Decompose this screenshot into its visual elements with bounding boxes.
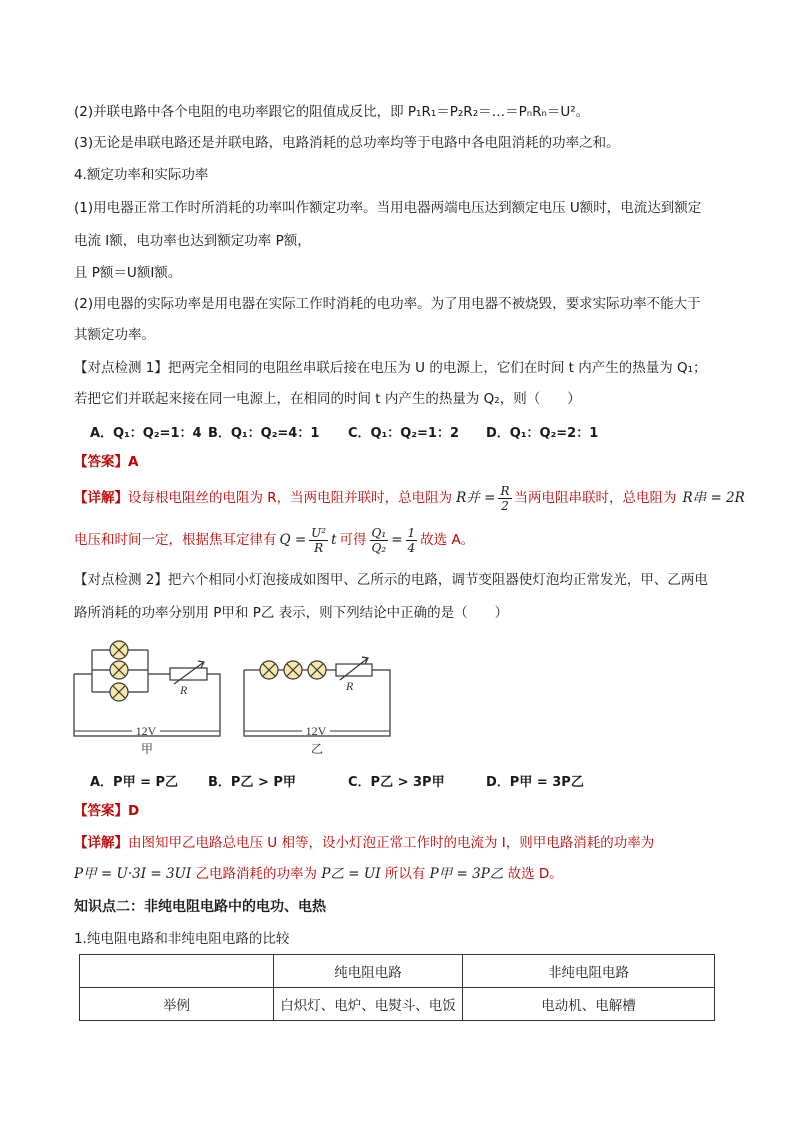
q2-detail-text-1: 由图知甲乙电路总电压 U 相等，设小灯泡正常工作时的电流为 I，则甲电路消耗的功率为 [128,835,655,851]
q1-detail-text-5: 故选 A。 [420,532,475,548]
q2-stem-2: 路所消耗的功率分别用 P甲和 P乙 表示，则下列结论中正确的是（ ） [74,605,509,621]
q2-detail-text-4: 故选 D。 [507,866,563,882]
q2-result-formula: P甲 = 3P乙 [429,866,504,882]
text-line-4: (1)用电器正常工作时所消耗的功率叫作额定功率。当用电器两端电压达到额定电压 U额时，电流达到额定 [74,200,702,216]
rheostat-label: R [346,679,354,693]
fraction-1-over-4 [406,526,418,555]
table-cell: 白炽灯、电炉、电熨斗、电饭 [274,988,463,1021]
fraction-numerator: Q₁ [371,525,387,540]
q2-answer: 【答案】D [74,803,140,819]
table-header-cell: 纯电阻电路 [274,955,463,988]
q1-t: t [331,532,337,548]
q1-option-a: A．Q₁：Q₂=1：4 [90,426,202,441]
q1-r-parallel: R并 = [456,490,496,506]
circuit-figure [60,636,420,758]
q2-option-c: C．P乙 > 3P甲 [348,775,445,790]
q1-detail-text-4: 可得 [339,532,367,548]
comparison-table [79,954,715,1021]
figure-label-yi: 乙 [310,742,324,756]
q1-detail-line-1 [74,480,745,516]
figure-label-jia: 甲 [140,742,154,756]
q2-detail-text-3: 所以有 [384,866,426,882]
q2-option-b: B．P乙 > P甲 [208,775,296,790]
q2-p-yi-formula: P乙 = UI [321,866,381,882]
section-title: 知识点二：非纯电阻电路中的电功、电热 [74,899,326,915]
fraction-denominator: R [314,540,324,555]
fraction-u2-over-r [309,526,328,555]
lamp-icon [260,661,278,679]
q2-stem-1: 【对点检测 2】把六个相同小灯泡接成如图甲、乙所示的电路，调节变阻器使灯泡均正常发光，甲、乙两电 [74,572,708,588]
q2-detail-tag: 【详解】 [74,835,128,851]
fraction-denominator: 2 [501,498,509,513]
rheostat-label: R [180,683,188,697]
fraction-numerator: R [500,483,510,498]
fraction-denominator: 4 [407,540,416,555]
q2-detail-text-2: 乙电路消耗的功率为 [195,866,318,882]
section-subtitle: 1.纯电阻电路和非纯电阻电路的比较 [74,931,290,947]
q1-option-b: B．Q₁：Q₂=4：1 [208,426,320,441]
lamp-icon [284,661,302,679]
text-line-3: 4.额定功率和实际功率 [74,167,209,183]
q1-detail-text-1: 设每根电阻丝的电阻为 R，当两电阻并联时，总电阻为 [128,490,453,506]
voltage-label-jia: 12V [135,724,157,738]
text-line-5: 电流 I额，电功率也达到额定功率 P额， [74,233,311,249]
q1-option-d: D．Q₁：Q₂=2：1 [486,426,599,441]
q1-option-c: C．Q₁：Q₂=1：2 [348,426,460,441]
q2-detail-line-1 [74,834,654,852]
q2-option-d: D．P甲 = 3P乙 [486,775,584,790]
table-row [80,988,715,1021]
text-line-6: 且 P额＝U额I额。 [74,265,182,281]
table-cell: 举例 [80,988,274,1021]
fraction-numerator: U² [311,525,327,540]
table-header-cell [80,955,274,988]
lamp-icon [110,641,128,659]
text-line-7: (2)用电器的实际功率是用电器在实际工作时消耗的电功率。为了用电器不被烧毁，要求实际功率不能大于 [74,296,701,312]
text-line-8: 其额定功率。 [74,327,155,343]
q1-stem-2: 若把它们并联起来接在同一电源上，在相同的时间 t 内产生的热量为 Q₂，则（ ） [74,391,581,407]
q1-detail-text-2: 当两电阻串联时，总电阻为 [514,490,677,506]
q1-detail-text-3: 电压和时间一定，根据焦耳定律有 [74,532,277,548]
lamp-icon [110,661,128,679]
q1-detail-tag: 【详解】 [74,490,128,506]
voltage-label-yi: 12V [305,724,327,738]
fraction-numerator: 1 [407,525,416,540]
lamp-icon [110,683,128,701]
fraction-q1-over-q2 [370,526,389,555]
table-cell: 电动机、电解槽 [463,988,715,1021]
text-line-2: (3)无论是串联电路还是并联电路，电路消耗的总功率均等于电路中各电阻消耗的功率之和。 [74,135,620,151]
q2-option-a: A．P甲 = P乙 [90,775,179,790]
lamp-icon [308,661,326,679]
fraction-denominator: Q₂ [371,540,387,555]
q1-answer: 【答案】A [74,454,139,470]
q2-p-jia-formula: P甲 = U·3I = 3UI [74,866,192,882]
table-header-cell: 非纯电阻电路 [463,955,715,988]
q1-detail-line-2 [74,520,474,560]
table-header-row [80,955,715,988]
text-line-1: (2)并联电路中各个电阻的电功率跟它的阻值成反比，即 P₁R₁＝P₂R₂＝…＝PₙRₙ＝U²。 [74,104,590,120]
q1-r-series: R串 = 2R [682,490,745,506]
fraction-r-over-2 [498,484,511,513]
q1-q-lhs: Q = [279,532,307,548]
q1-stem-1: 【对点检测 1】把两完全相同的电阻丝串联后接在电压为 U 的电源上，它们在时间 t 内产生的热量为 Q₁； [74,360,707,376]
q2-detail-line-2 [74,865,563,883]
q1-equals: = [391,532,403,548]
